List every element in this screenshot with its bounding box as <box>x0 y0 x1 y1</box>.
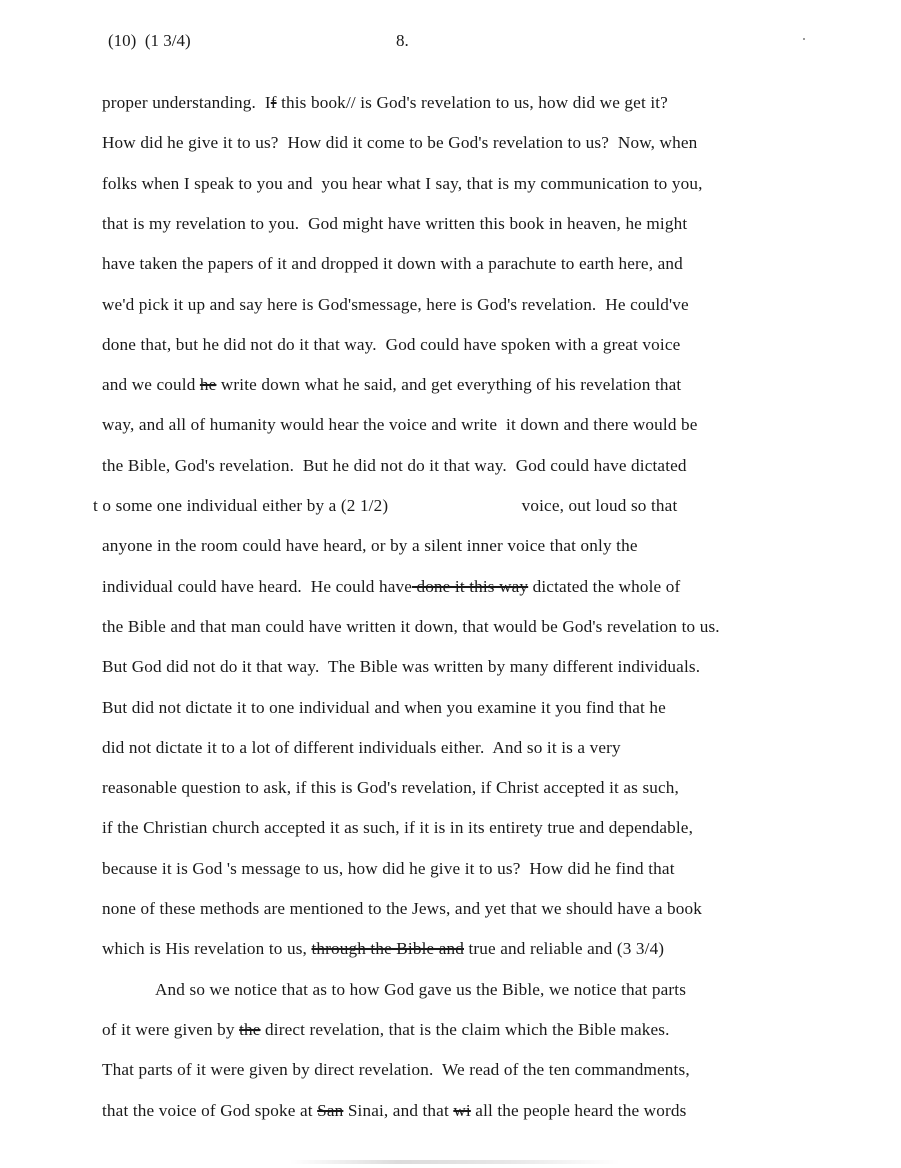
text-segment: the Bible and that man could have written it down, that would be God's revelation to us. <box>102 616 720 636</box>
text-segment: That parts of it were given by direct revelation. We read of the ten commandments, <box>102 1060 690 1080</box>
text-segment: did not dictate it to a lot of different individuals either. And so it is a very <box>102 737 621 757</box>
text-line <box>102 899 702 919</box>
text-line <box>102 295 689 315</box>
text-line <box>102 778 679 798</box>
text-segment: that is my revelation to you. God might have written this book in heaven, he might <box>102 213 688 233</box>
text-segment: true and reliable and (3 3/4) <box>464 939 665 959</box>
text-segment: if the Christian church accepted it as such, if it is in its entirety true and dependable, <box>102 818 694 838</box>
header-reference: (10) (1 3/4) <box>108 31 191 50</box>
text-line <box>102 939 664 959</box>
text-segment: dictated the whole of <box>528 576 681 596</box>
text-line <box>102 133 697 153</box>
text-segment: reasonable question to ask, if this is God's revelation, if Christ accepted it as such, <box>102 778 679 798</box>
text-segment: the Bible, God's revelation. But he did not do it that way. God could have dictated <box>102 455 687 475</box>
text-line <box>102 375 681 395</box>
text-line <box>102 859 675 879</box>
text-segment: and we could <box>102 375 200 395</box>
struck-text: San <box>317 1100 344 1120</box>
text-line <box>93 496 677 516</box>
struck-text: he <box>199 375 217 395</box>
text-segment: have taken the papers of it and dropped it down with a parachute to earth here, and <box>102 254 683 274</box>
text-segment: write down what he said, and get everything of his revelation that <box>216 375 682 395</box>
text-line <box>102 93 668 113</box>
struck-text: done it this way <box>412 576 529 596</box>
text-line <box>102 1020 670 1040</box>
text-segment: Sinai, and that <box>343 1100 454 1120</box>
text-segment: direct revelation, that is the claim which the Bible makes. <box>260 1019 670 1039</box>
text-segment: individual could have heard. He could have <box>102 576 412 596</box>
text-segment: which is His revelation to us, <box>102 939 312 959</box>
scan-speck <box>803 38 805 40</box>
struck-text: wi <box>453 1100 471 1120</box>
scan-artifact <box>290 1160 620 1164</box>
text-line <box>102 698 666 718</box>
struck-text: the <box>239 1019 261 1039</box>
text-segment: is God's revelation to us, how did we get it? <box>355 93 668 112</box>
text-segment: // <box>345 93 356 112</box>
text-segment: t o some one individual either by a (2 1/2) voice, out loud so that <box>93 496 678 515</box>
text-segment: folks when I speak to you and you hear what I say, that is my communication to you, <box>102 173 703 193</box>
struck-text: through the Bible and <box>311 939 465 959</box>
struck-text: f <box>270 93 277 112</box>
text-line <box>102 254 683 274</box>
text-line <box>102 174 703 194</box>
text-segment: done that, but he did not do it that way. God could have spoken with a great voice <box>102 334 681 354</box>
text-line <box>102 456 687 476</box>
text-line <box>102 577 680 597</box>
text-segment: But God did not do it that way. The Bible was written by many different individuals. <box>102 657 701 677</box>
text-segment: none of these methods are mentioned to the Jews, and yet that we should have a book <box>102 899 703 918</box>
text-segment: that the voice of God spoke at <box>102 1100 318 1120</box>
text-segment: And so we notice that as to how God gave us the Bible, we notice that parts <box>155 979 687 999</box>
text-line <box>102 1060 690 1080</box>
text-segment: proper understanding. I <box>102 93 271 112</box>
text-segment: we'd pick it up and say here is God'smessage, here is God's revelation. He could've <box>102 294 689 314</box>
text-line <box>102 617 720 637</box>
page-number: 8. <box>396 31 409 50</box>
text-line <box>102 1101 686 1121</box>
text-line <box>102 214 687 234</box>
text-line <box>102 818 693 838</box>
text-segment: anyone in the room could have heard, or by a silent inner voice that only the <box>102 536 638 556</box>
text-segment: of it were given by <box>102 1019 240 1039</box>
text-line <box>155 980 686 1000</box>
text-line <box>102 738 621 758</box>
text-segment: all the people heard the words <box>470 1100 687 1120</box>
text-segment: But did not dictate it to one individual and when you examine it you find that he <box>102 697 666 717</box>
text-segment: because it is God 's message to us, how did he give it to us? How did he find that <box>102 858 675 878</box>
text-line <box>102 536 638 556</box>
text-segment: way, and all of humanity would hear the voice and write it down and there would be <box>102 415 698 435</box>
text-line <box>102 415 698 435</box>
text-segment: this book <box>276 93 346 112</box>
text-line <box>102 657 700 677</box>
text-line <box>102 335 680 355</box>
text-segment: How did he give it to us? How did it come to be God's revelation to us? Now, when <box>102 133 698 153</box>
